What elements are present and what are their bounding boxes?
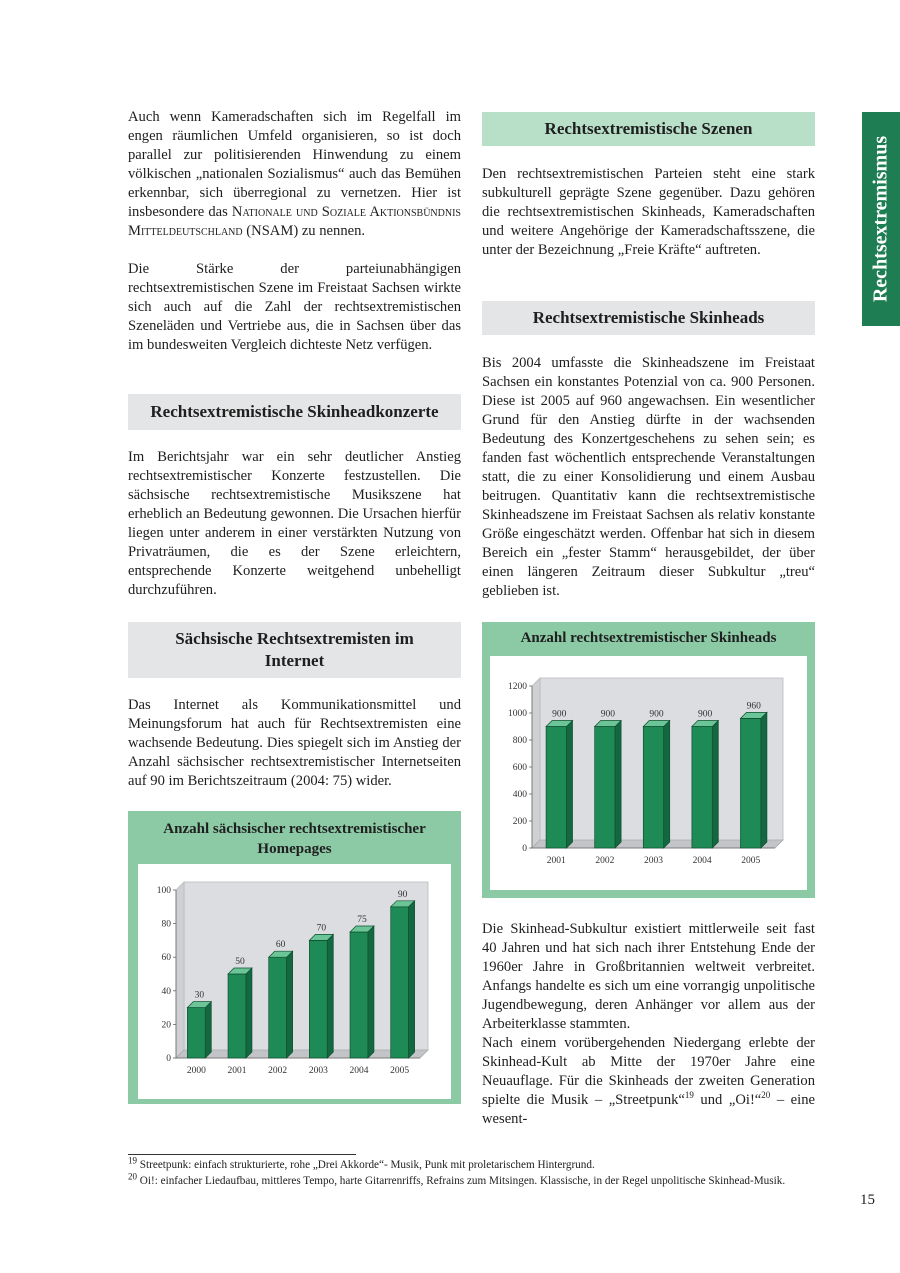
chart-homepages-svg <box>138 864 451 1099</box>
chart-data-label: 30 <box>194 990 205 1001</box>
chart-y-tick-label: 1200 <box>508 682 527 692</box>
chart-bar-side-2004 <box>368 926 374 1058</box>
chart-bar-2000 <box>187 1008 205 1058</box>
page-number: 15 <box>860 1192 875 1208</box>
chart-bar-side-2004 <box>712 721 718 849</box>
chart-data-label: 900 <box>600 709 616 720</box>
chart-bar-side-2002 <box>615 721 621 849</box>
paragraph-kameradschaften: Auch wenn Kameradschaften sich im Regelfall im engen räumlichen Umfeld organisieren, so ist doch parallel zur politisierenden Hinwendung zu einem völkischen „nationalen Sozialismus“ auch das Bemühen erkennbar, sich überregional zu vernetzen. Hier ist insbesondere das Nationale und Soziale Aktionsbündnis Mitteldeutschland (NSAM) zu nennen. <box>128 109 461 239</box>
paragraph-subkultur: Die Skinhead-Subkultur existiert mittlerweile seit fast 40 Jahren und hat sich nach ihrer Entstehung Ende der 1960er Jahre in Großbritannien weltweit verbreitet. Anfangs handelte es sich um eine vorrangig unpolitische Jugendbewegung, deren Anhänger vor allem aus der Arbeiterklasse stammten. <box>482 921 815 1032</box>
chart-y-tick-label: 0 <box>522 844 527 854</box>
chart-bar-side-2005 <box>409 901 415 1058</box>
chart-y-tick-label: 800 <box>512 736 527 746</box>
chart-bar-2003 <box>643 727 663 849</box>
chart-y-tick-label: 600 <box>512 763 527 773</box>
paragraph-internet: Das Internet als Kommunikationsmittel und Meinungsforum hat auch für Rechtsextremisten eine wachsende Bedeutung. Dies spiegelt sich im Anstieg der Anzahl sächsischer rechtsextremistischer Internetseiten auf 90 im Berichtszeitraum (2004: 75) wider. <box>128 697 461 789</box>
chart-x-tick-label: 2003 <box>644 856 663 866</box>
chart-homepages-title: Anzahl sächsischer rechtsextremistischer Homepages <box>163 821 426 857</box>
chart-x-tick-label: 2004 <box>349 1066 369 1076</box>
paragraph-szenelaeden: Die Stärke der parteiunabhängigen rechtsextremistischen Szene im Freistaat Sachsen wirkte sich auch auf die Zahl der rechtsextremistischen Szeneläden und Vertriebe aus, die in Sachsen über das im bundesweiten Vergleich dichteste Netz verfügen. <box>128 261 461 353</box>
chart-data-label: 900 <box>552 709 567 720</box>
chart-y-tick-label: 100 <box>156 886 171 896</box>
chart-data-label: 70 <box>316 923 327 934</box>
chart-y-tick-label: 0 <box>166 1054 171 1064</box>
chart-y-tick-label: 80 <box>161 919 171 930</box>
chart-data-label: 900 <box>697 709 713 720</box>
chart-bar-side-2003 <box>664 721 670 849</box>
org-name-nsam: Nationale und Soziale Aktionsbündnis Mitteldeutschland <box>128 204 461 239</box>
heading-skinheadkonzerte: Rechtsextremistische Skinheadkonzerte <box>128 394 461 430</box>
heading-internet: Sächsische Rechtsextremisten im Internet <box>128 622 461 678</box>
heading-szenen: Rechtsextremistische Szenen <box>482 112 815 146</box>
footnote-19: $^{19}$ Streetpunk: einfach strukturierte, rohe „Drei Akkorde“- Musik, Punk mit proletarischem Hintergrund. <box>128 1155 595 1171</box>
chart-bar-side-2001 <box>567 721 573 849</box>
chart-y-tick-label: 60 <box>161 953 171 964</box>
chart-skinheads-panel <box>482 622 815 898</box>
chart-data-label: 50 <box>235 957 245 967</box>
chart-bar-2005 <box>740 718 760 848</box>
footnote-ref-20[interactable]: 20 <box>761 1090 771 1101</box>
paragraph-neuauflage: Nach einem vorübergehenden Niedergang erlebte der Skinhead-Kult ab Mitte der 1970er Jahre eine Neuauflage. Für die Skinheads der zweiten Generation spielte die Musik – „Streetpunk“$^{19}$ und „Oi!“$^{20}$ – eine wesent- <box>482 1035 815 1127</box>
paragraph-skinheads: Bis 2004 umfasste die Skinheadszene im Freistaat Sachsen ein konstantes Potenzial von ca. 900 Personen. Diese ist 2005 auf 960 angewachsen. Ein wesentlicher Grund für den Anstieg dürfte in der wachsenden Bedeutung des Konzertgeschehens zu sehen sein; es fanden fast wöchentlich entsprechende Veranstaltungen statt, die zu einer Konsolidierung und einem Ausbau beitrugen. Quantitativ kann die rechtsextremistische Skinheadszene im Freistaat Sachsen als relativ konstante Größe eingeschätzt werden. Offenbar hat sich in diesem Bereich ein „fester Stamm“ herausgebildet, der über einen längeren Zeitraum dieser Subkultur „treu“ geblieben ist. <box>482 355 815 599</box>
chart-bar-side-2001 <box>246 968 252 1058</box>
chart-skinheads-svg <box>490 656 807 890</box>
chart-bar-side-2002 <box>287 951 293 1058</box>
chart-x-tick-label: 2003 <box>308 1066 328 1076</box>
chart-y-tick-label: 400 <box>512 790 527 800</box>
chart-floor <box>176 1050 428 1058</box>
chart-bar-2001 <box>228 974 246 1058</box>
chart-x-tick-label: 2004 <box>692 856 712 866</box>
chart-bar-2001 <box>546 727 566 849</box>
chart-data-label: 90 <box>397 889 408 900</box>
chart-bar-side-2003 <box>327 934 333 1058</box>
chart-back-wall <box>176 882 428 1058</box>
chart-bar-2004 <box>350 932 368 1058</box>
chart-skinheads-title: Anzahl rechtsextremistischer Skinheads <box>520 630 777 646</box>
chart-y-tick-label: 40 <box>161 986 171 997</box>
chart-data-label: 60 <box>275 940 286 951</box>
paragraph-konzerte: Im Berichtsjahr war ein sehr deutlicher Anstieg rechtsextremistischer Konzerte festzustellen. Die sächsische rechtsextremistische Musikszene hat erheblich an Bedeutung gewonnen. Die Ursachen hierfür liegen unter anderem in einer verstärkten Nutzung von Privaträumen, die es der Szene erleichtern, entsprechende Konzerte weitgehend unbehelligt durchzuführen. <box>128 449 461 598</box>
section-side-tab <box>862 112 900 326</box>
side-tab-label: Rechtsextremismus <box>869 135 892 303</box>
chart-bar-side-2005 <box>761 712 767 848</box>
chart-x-tick-label: 2001 <box>546 856 566 866</box>
chart-data-label: 960 <box>746 701 761 712</box>
chart-x-tick-label: 2002 <box>268 1066 288 1076</box>
chart-data-label: 900 <box>649 709 664 720</box>
chart-bar-2002 <box>269 957 287 1058</box>
footnote-20: $^{20}$ Oi!: einfacher Liedaufbau, mittleres Tempo, harte Gitarrenriffs, Refrains zum Mitsingen. Klassische, in der Regel unpolitische Skinhead-Musik. <box>128 1171 786 1187</box>
chart-y-tick-label: 200 <box>512 817 527 827</box>
chart-bar-2003 <box>309 940 327 1058</box>
chart-homepages-area <box>138 864 451 1099</box>
heading-skinheads: Rechtsextremistische Skinheads <box>482 301 815 335</box>
chart-x-tick-label: 2000 <box>186 1066 206 1076</box>
chart-bar-2004 <box>692 727 712 849</box>
chart-bar-2005 <box>391 907 409 1058</box>
footnote-ref-19[interactable]: 19 <box>684 1090 694 1101</box>
chart-x-tick-label: 2001 <box>227 1066 247 1076</box>
chart-x-tick-label: 2005 <box>390 1066 410 1076</box>
chart-skinheads-area <box>490 656 807 890</box>
chart-homepages-panel <box>128 811 461 1104</box>
paragraph-szenen: Den rechtsextremistischen Parteien steht eine stark subkulturell geprägte Szene gegenüber. Dazu gehören die rechtsextremistischen Skinheads, Kameradschaften und weitere Angehörige der Kameradschaftsszene, die unter der Bezeichnung „Freie Kräfte“ auftreten. <box>482 166 815 258</box>
chart-side-wall <box>176 882 184 1058</box>
footnote-divider <box>128 1154 356 1155</box>
chart-y-tick-label: 1000 <box>508 709 527 719</box>
chart-bar-side-2000 <box>205 1002 211 1058</box>
chart-bar-2002 <box>595 727 615 849</box>
chart-x-tick-label: 2005 <box>741 856 761 866</box>
chart-data-label: 75 <box>357 915 367 925</box>
chart-x-tick-label: 2002 <box>595 856 615 866</box>
chart-side-wall <box>532 678 540 848</box>
chart-y-tick-label: 20 <box>161 1020 171 1031</box>
